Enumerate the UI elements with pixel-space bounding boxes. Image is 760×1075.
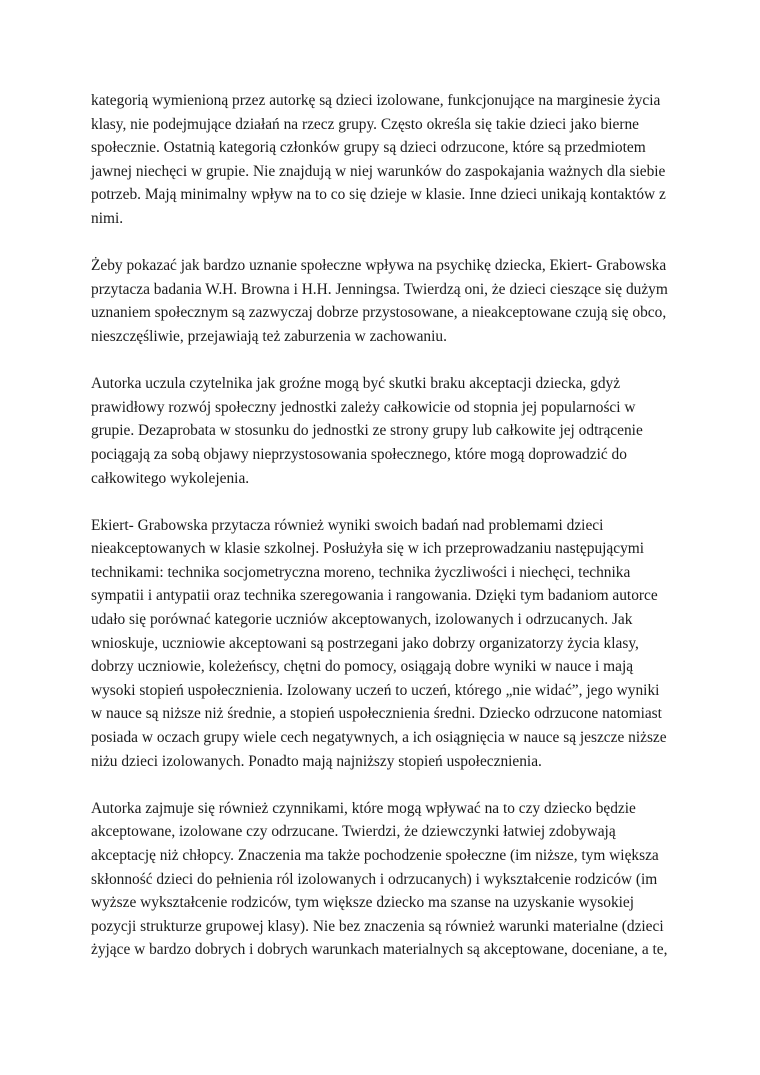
text-line: pociągają za sobą objawy nieprzystosowania społecznego, które mogą doprowadzić do [91, 445, 627, 463]
text-line: prawidłowy rozwój społeczny jednostki zależy całkowicie od stopnia jej popularności w [91, 398, 636, 416]
text-line: wysoki stopień uspołecznienia. Izolowany uczeń to uczeń, którego „nie widać”, jego wyniki [91, 681, 660, 699]
text-line: potrzeb. Mają minimalny wpływ na to co się dzieje w klasie. Inne dzieci unikają kontaktów z [91, 186, 666, 204]
text-line: wnioskuje, uczniowie akceptowani są postrzegani jako dobrzy organizatorzy życia klasy, [91, 634, 639, 652]
text-line: Ekiert- Grabowska przytacza również wyniki swoich badań nad problemami dzieci [91, 516, 604, 534]
text-line: kategorią wymienioną przez autorkę są dzieci izolowane, funkcjonujące na marginesie życia [91, 92, 661, 109]
text-line: społecznie. Ostatnią kategorią członków grupy są dzieci odrzucone, które są przedmiotem [91, 139, 646, 157]
text-line: całkowitego wykolejenia. [91, 469, 250, 487]
paragraph-4 [91, 514, 681, 774]
text-line: Autorka uczula czytelnika jak groźne mogą być skutki braku akceptacji dziecka, gdyż [91, 375, 621, 393]
paragraph-1 [91, 89, 681, 231]
text-line: akceptację niż chłopcy. Znaczenia ma także pochodzenie społeczne (im niższe, tym większa [91, 847, 659, 864]
text-line: przytacza badania W.H. Browna i H.H. Jenningsa. Twierdzą oni, że dzieci cieszące się dużym [91, 280, 668, 298]
text-line: sympatii i antypatii oraz technika szeregowania i rangowania. Dzięki tym badaniom autorce [91, 587, 658, 605]
text-line: skłonność dzieci do pełnienia ról izolowanych i odrzucanych) i wykształcenie rodziców (im [91, 870, 658, 888]
text-line: Żeby pokazać jak bardzo uznanie społeczne wpływa na psychikę dziecka, Ekiert- Grabowska [91, 257, 667, 275]
text-line: nimi. [91, 209, 124, 227]
text-line: pozycji strukturze grupowej klasy). Nie bez znaczenia są również warunki materialne (dzieci [91, 917, 664, 935]
text-line: klasy, nie podejmujące działań na rzecz grupy. Często określa się takie dzieci jako bierne [91, 115, 639, 133]
text-line: w nauce są niższe niż średnie, a stopień uspołecznienia średni. Dziecko odrzucone natomiast [91, 705, 662, 723]
text-line: jawnej niechęci w grupie. Nie znajdują w niej warunków do zaspokajania ważnych dla siebie [91, 162, 666, 180]
paragraph-2 [91, 254, 681, 348]
text-line: grupie. Dezaprobata w stosunku do jednostki ze strony grupy lub całkowite jej odtrącenie [91, 422, 643, 440]
text-line: technikami: technika socjometryczna moreno, technika życzliwości i niechęci, technika [91, 563, 631, 581]
text-line: uznaniem społecznym są zazwyczaj dobrze przystosowane, a nieakceptowane czują się obco, [91, 304, 667, 322]
text-line: dobrzy uczniowie, koleżeńscy, chętni do pomocy, osiągają dobre wyniki w nauce i mają [91, 658, 634, 676]
paragraph-5 [91, 797, 681, 962]
text-line: Autorka zajmuje się również czynnikami, które mogą wpływać na to czy dziecko będzie [91, 799, 636, 817]
text-line: niżu dzieci izolowanych. Ponadto mają najniższy stopień uspołecznienia. [91, 752, 542, 770]
text-line: nieszczęśliwie, przejawiają też zaburzenia w zachowaniu. [91, 327, 447, 345]
text-line: akceptowane, izolowane czy odrzucane. Twierdzi, że dziewczynki łatwiej zdobywają [91, 823, 616, 841]
text-line: żyjące w bardzo dobrych i dobrych warunkach materialnych są akceptowane, doceniane, a te, [91, 941, 668, 959]
text-line: wyższe wykształcenie rodziców, tym większe dziecko ma szanse na uzyskanie wysokiej [91, 894, 635, 912]
text-line: udało się porównać kategorie uczniów akceptowanych, izolowanych i odrzucanych. Jak [91, 611, 633, 629]
text-line: posiada w oczach grupy wiele cech negatywnych, a ich osiągnięcia w nauce są jeszcze niższe [91, 729, 667, 747]
text-line: nieakceptowanych w klasie szkolnej. Posłużyła się w ich przeprowadzaniu następującymi [91, 540, 645, 558]
paragraph-3 [91, 372, 681, 490]
body-text [91, 89, 681, 986]
